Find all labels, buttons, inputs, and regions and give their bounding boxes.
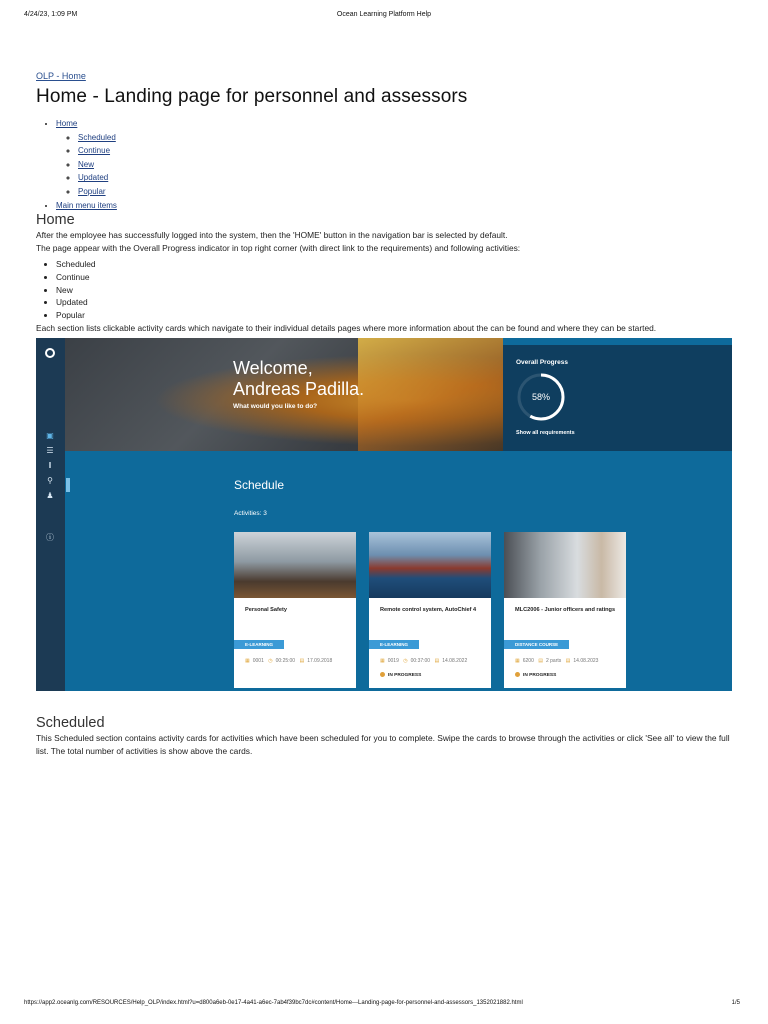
- page-title: Home - Landing page for personnel and assessors: [36, 86, 468, 107]
- card-badge: DISTANCE COURSE: [504, 640, 569, 649]
- activity-card[interactable]: [234, 532, 356, 688]
- card-status-text: IN PROGRESS: [388, 673, 422, 679]
- card-badge: E-LEARNING: [369, 640, 419, 649]
- toc-link-continue[interactable]: Continue: [78, 146, 111, 156]
- breadcrumb[interactable]: OLP - Home: [36, 71, 86, 81]
- toc-link-popular[interactable]: Popular: [78, 186, 106, 196]
- info-icon[interactable]: ⓘ: [46, 533, 54, 543]
- welcome-text: [233, 358, 364, 400]
- welcome-line-2: Andreas Padilla.: [233, 379, 365, 400]
- list-icon[interactable]: ☰: [46, 446, 54, 456]
- print-title: Ocean Learning Platform Help: [336, 11, 432, 18]
- card-code: 0019: [387, 658, 399, 665]
- home-heading: Home: [36, 212, 75, 229]
- parts-icon: ▤: [538, 658, 543, 665]
- card-image: [369, 532, 491, 598]
- welcome-line-1: Welcome,: [233, 358, 313, 379]
- toc-link-updated[interactable]: Updated: [78, 173, 109, 183]
- search-icon[interactable]: ⚲: [47, 476, 53, 486]
- toc-item-main-menu: [56, 199, 732, 213]
- toc-item-continue: [78, 144, 732, 158]
- status-dot: [515, 672, 520, 677]
- print-footer: [24, 1000, 744, 1010]
- activity-item: • New: [56, 284, 732, 297]
- calendar-icon: ▤: [565, 658, 571, 665]
- progress-ring: [515, 371, 567, 423]
- welcome-question: What would you like to do?: [233, 403, 318, 411]
- toc-item-home: [56, 117, 732, 199]
- overall-progress-panel: [503, 345, 732, 451]
- scheduled-paragraph: This Scheduled section contains activity cards for activities which have been scheduled for you to complete. Swipe the cards to browse through the activities or click 'See all' to view the full list. The total number of activities is show above the cards.: [36, 733, 730, 756]
- calendar-icon: ▤: [299, 658, 305, 665]
- activity-item: • Continue: [56, 271, 732, 284]
- code-icon: ▦: [380, 658, 385, 665]
- schedule-title: Schedule: [234, 478, 285, 493]
- toc-link-new[interactable]: New: [78, 159, 95, 169]
- activities-count: Activities: 3: [234, 510, 267, 518]
- status-dot: [380, 672, 385, 677]
- print-header: [24, 11, 744, 21]
- activity-item: • Updated: [56, 296, 732, 309]
- card-title: MLC2006 - Junior officers and ratings: [515, 607, 616, 614]
- code-icon: ▦: [515, 658, 520, 665]
- home-paragraph-1: After the employee has successfully logged into the system, then the 'HOME' button in the navigation bar is selected by default.: [36, 230, 508, 241]
- activity-card[interactable]: [504, 532, 626, 688]
- card-code: 0001: [252, 658, 264, 665]
- banner-photo: [358, 338, 503, 451]
- card-code: 6200: [522, 658, 534, 665]
- clock-icon: ◷: [268, 658, 273, 665]
- scroll-handle[interactable]: [66, 478, 70, 492]
- home-paragraph-2: The page appear with the Overall Progress indicator in top right corner (with direct link to the requirements) and following activities:: [36, 242, 521, 253]
- app-screenshot: [36, 338, 732, 691]
- activity-list: [36, 258, 732, 322]
- toc-item-updated: [78, 171, 732, 185]
- library-icon[interactable]: ‖: [48, 461, 52, 471]
- card-meta: [515, 658, 601, 664]
- activity-item: • Scheduled: [56, 258, 732, 271]
- activity-card[interactable]: [369, 532, 491, 688]
- toc-item-popular: [78, 185, 732, 199]
- card-duration: 00:25:00: [275, 658, 296, 665]
- toc-item-scheduled: [78, 131, 732, 145]
- card-image: [504, 532, 626, 598]
- home-icon[interactable]: ▣: [46, 431, 54, 441]
- card-date: 17.09.2018: [307, 658, 333, 665]
- toc-item-new: [78, 158, 732, 172]
- progress-value: 58%: [531, 392, 551, 403]
- card-meta: [245, 658, 335, 664]
- card-image: [234, 532, 356, 598]
- calendar-icon: ▤: [434, 658, 440, 665]
- users-icon[interactable]: ♟: [46, 491, 54, 501]
- print-url: https://app2.oceanlg.com/RESOURCES/Help_OLP/index.html?u=d800a6eb-0e17-4a41-a6ec-7ab4f39bc7dc#content/Home---Landing-page-for-personnel-and-assessors_1352021882.html: [24, 1000, 523, 1006]
- card-status: [380, 672, 421, 678]
- print-date: 4/24/23, 1:09 PM: [24, 11, 78, 18]
- clock-icon: ◷: [403, 658, 408, 665]
- toc-link-main-menu[interactable]: Main menu items: [56, 200, 117, 210]
- card-status: [515, 672, 556, 678]
- app-sidebar: [36, 338, 65, 691]
- welcome-banner: [65, 338, 503, 451]
- card-date: 14.08.2023: [573, 658, 599, 665]
- card-duration: 00:37:00: [410, 658, 431, 665]
- card-badge: E-LEARNING: [234, 640, 284, 649]
- card-meta: [380, 658, 470, 664]
- help-content: [36, 66, 732, 757]
- show-requirements-link[interactable]: Show all requirements: [516, 430, 575, 437]
- toc: [36, 117, 732, 212]
- logo-icon: [45, 348, 55, 358]
- code-icon: ▦: [245, 658, 250, 665]
- print-page-number: 1/5: [731, 1000, 740, 1006]
- home-paragraph-3: Each section lists clickable activity cards which navigate to their individual details pages where more information about the can be found and where they can be started.: [36, 322, 657, 333]
- toc-link-scheduled[interactable]: Scheduled: [78, 132, 116, 142]
- activity-item: • Popular: [56, 309, 732, 322]
- scheduled-heading: Scheduled: [36, 715, 105, 732]
- toc-link-home[interactable]: Home: [56, 119, 78, 128]
- card-date: 14.08.2022: [442, 658, 468, 665]
- card-title: Remote control system, AutoChief 4: [380, 607, 477, 614]
- card-title: Personal Safety: [245, 607, 287, 614]
- card-duration: 2 parts: [545, 658, 562, 665]
- progress-title: Overall Progress: [516, 359, 569, 367]
- card-status-text: IN PROGRESS: [523, 673, 557, 679]
